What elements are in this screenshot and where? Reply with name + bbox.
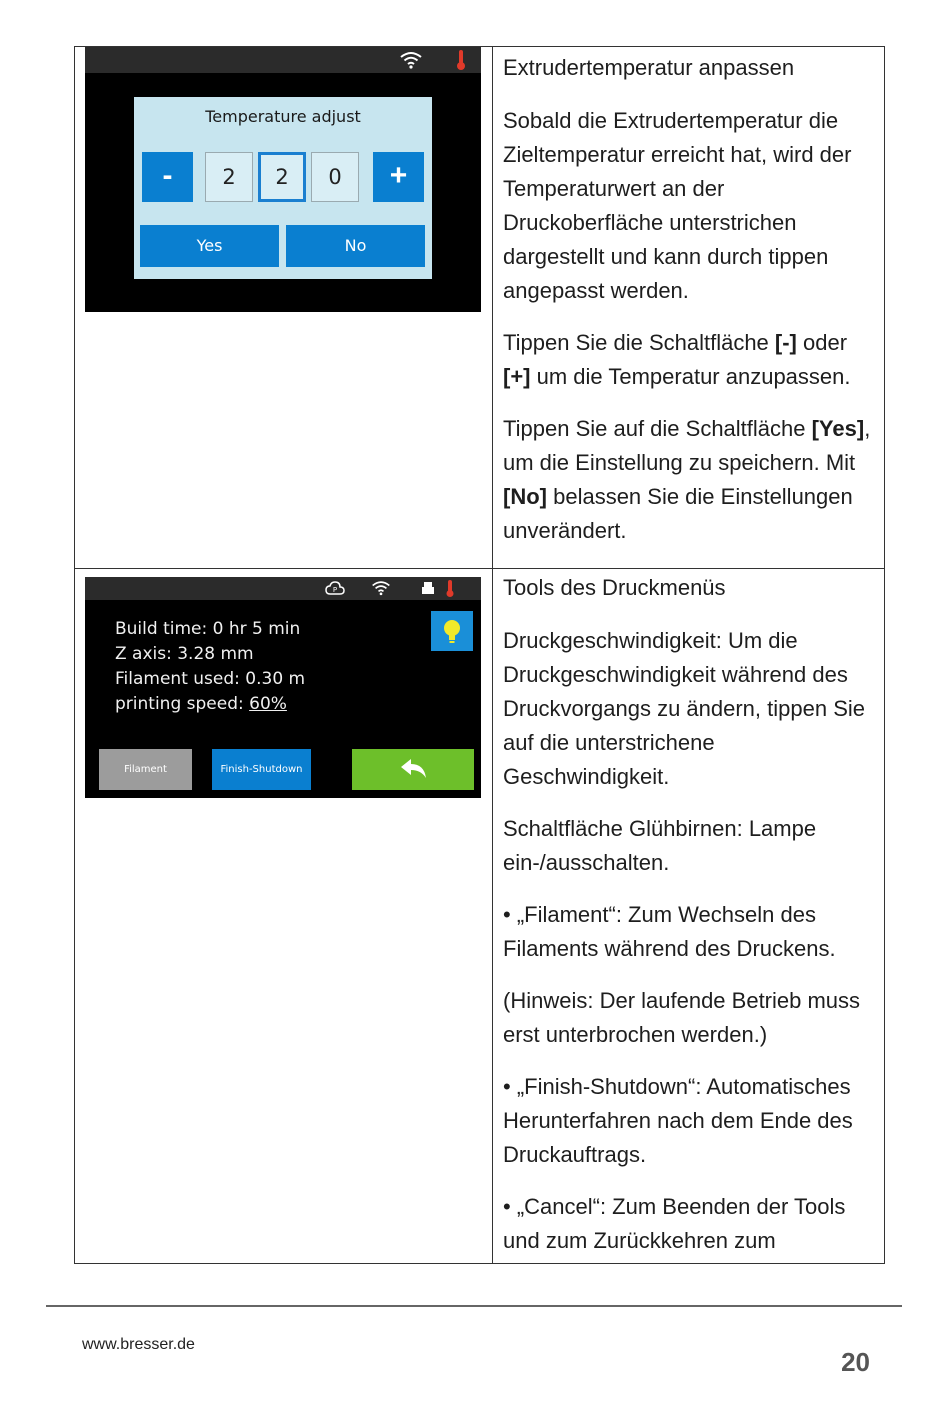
finish-shutdown-button[interactable]: Finish-Shutdown [212,749,311,790]
plus-button[interactable]: + [373,152,424,202]
minus-button[interactable]: - [142,152,193,202]
section1-paragraph-2: Tippen Sie die Schaltfläche [-] oder [+] um die Temperatur anzupassen. [503,330,851,389]
section2-paragraph-1: Druckgeschwindigkeit: Um die Druckgeschwindigkeit während des Druckvorgangs zu ändern, tippen Sie auf die unterstrichene Geschwindigkeit. [503,628,865,789]
footer-url: www.bresser.de [82,1336,195,1353]
temperature-adjust-screenshot [85,47,481,312]
back-button[interactable] [352,749,474,790]
filament-button[interactable]: Filament [99,749,192,790]
yes-button[interactable]: Yes [140,225,279,267]
footer-rule [46,1305,902,1307]
section1-paragraph-1: Sobald die Extrudertemperatur die Zieltemperatur erreicht hat, wird der Temperaturwert an der Druckoberfläche unterstrichen dargestellt und kann durch tippen angepasst werden. [503,108,852,303]
status-bar [85,577,481,600]
section2-paragraph-5: • „Finish-Shutdown“: Automatisches Herunterfahren nach dem Ende des Druckauftrags. [503,1074,853,1167]
lamp-button[interactable] [431,611,473,651]
svg-text:P: P [332,586,338,594]
wifi-icon [399,50,423,70]
return-arrow-icon [400,758,428,780]
thermometer-icon [445,579,455,598]
cloud-print-icon [325,580,345,597]
z-axis: Z axis: 3.28 mm [115,644,254,664]
status-bar [85,47,481,73]
printing-speed-value[interactable]: 60% [249,694,287,714]
digit-ones[interactable]: 0 [311,152,359,202]
section2-paragraph-4: (Hinweis: Der laufende Betrieb muss erst unterbrochen werden.) [503,988,861,1047]
thermometer-icon [455,49,467,71]
section2-paragraph-3: • „Filament“: Zum Wechseln des Filaments während des Druckens. [503,902,836,961]
wifi-icon [371,579,391,597]
filament-used: Filament used: 0.30 m [115,669,306,689]
digit-hundreds[interactable]: 2 [205,152,253,202]
digit-tens[interactable]: 2 [258,152,306,202]
column-divider [492,47,493,1263]
section1-heading: Extrudertemperatur anpassen [503,55,795,80]
printing-speed: printing speed: 60% [115,694,287,714]
print-status-info [115,617,305,717]
printer-icon [421,581,435,596]
print-menu-screenshot [85,577,481,798]
section1-text [503,51,878,566]
page-number: 20 [841,1347,870,1377]
build-time: Build time: 0 hr 5 min [115,619,301,639]
light-bulb-icon [431,611,473,651]
section2-paragraph-2: Schaltfläche Glühbirnen: Lampe ein-/ausschalten. [503,816,817,875]
no-button[interactable]: No [286,225,425,267]
row-divider [75,568,884,569]
dialog-title: Temperature adjust [205,107,361,126]
section2-heading: Tools des Druckmenüs [503,575,726,600]
temperature-dialog [134,97,432,279]
section1-paragraph-3: Tippen Sie auf die Schaltfläche [Yes], um die Einstellung zu speichern. Mit [No] belassen Sie die Einstellungen unverändert. [503,416,871,543]
section2-paragraph-6: • „Cancel“: Zum Beenden der Tools und zum Zurückkehren zum [503,1194,846,1253]
section2-text [503,571,878,1276]
